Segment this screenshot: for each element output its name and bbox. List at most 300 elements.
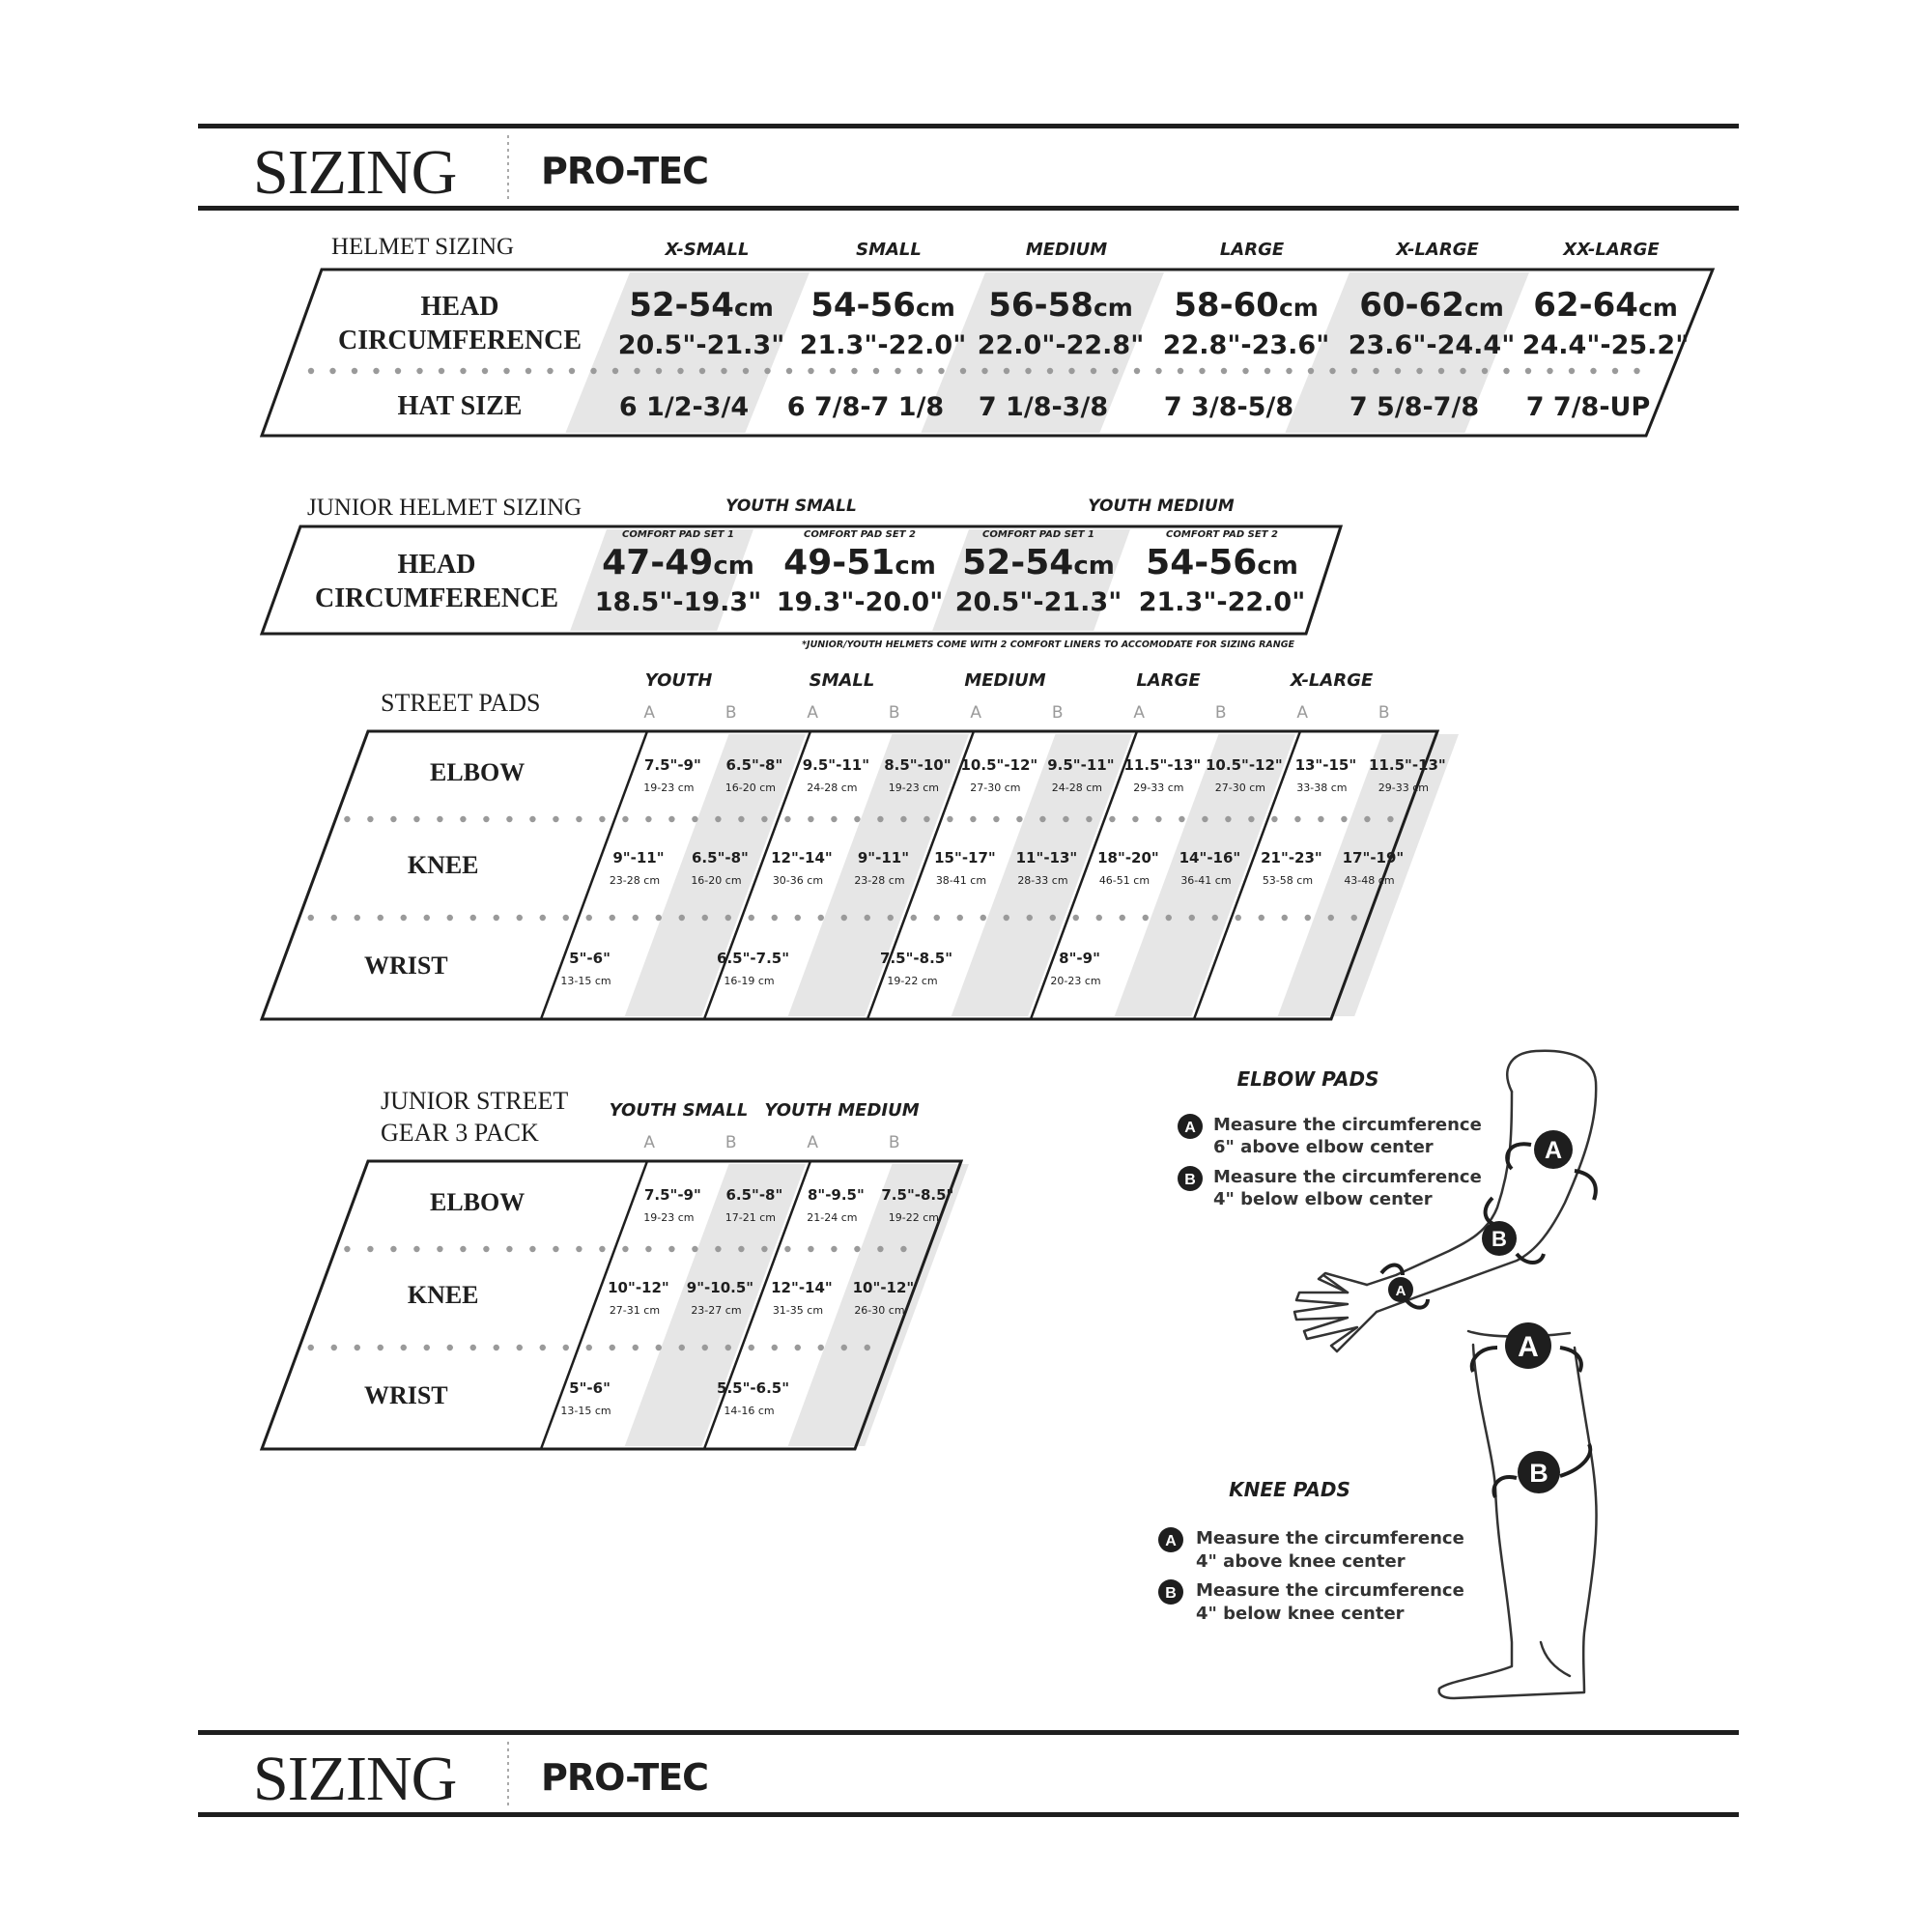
dot-divider xyxy=(1438,368,1444,374)
dot-divider xyxy=(1166,915,1172,921)
knee-pads-guide xyxy=(1158,1322,1597,1698)
header-title: SIZING xyxy=(253,137,457,208)
dot-divider xyxy=(352,368,357,374)
dot-divider xyxy=(830,368,836,374)
jstreet-metric: 17-21 cm xyxy=(724,1211,776,1224)
dot-divider xyxy=(1547,368,1552,374)
dot-divider xyxy=(831,1246,837,1252)
junior-inch-value: 20.5"-21.3" xyxy=(954,587,1122,617)
street-value: 11.5"-13" xyxy=(1123,756,1202,774)
dot-divider xyxy=(1212,915,1218,921)
dot-divider xyxy=(1143,915,1149,921)
wrist-marker-a-letter: A xyxy=(1395,1283,1406,1299)
dot-divider xyxy=(633,915,639,921)
dot-divider xyxy=(1341,816,1347,822)
dot-divider xyxy=(715,816,721,822)
street-metric: 19-23 cm xyxy=(643,781,695,794)
dot-divider xyxy=(529,816,535,822)
dot-divider xyxy=(1318,816,1323,822)
street-sub-b: B xyxy=(888,703,900,723)
jstreet-value: 10"-12" xyxy=(852,1279,915,1296)
dot-divider xyxy=(1612,368,1618,374)
dot-divider xyxy=(586,1345,592,1350)
knee-marker-b-letter: B xyxy=(1529,1459,1548,1488)
jstreet-metric: 19-22 cm xyxy=(888,1211,939,1224)
dot-divider xyxy=(367,816,373,822)
dot-divider xyxy=(841,1345,847,1350)
dot-divider xyxy=(841,915,847,921)
arrow-icon xyxy=(1560,1444,1590,1476)
dot-divider xyxy=(634,368,639,374)
jstreet-value: 9"-10.5" xyxy=(686,1279,754,1296)
dot-divider xyxy=(934,915,940,921)
junior-cm-number: 52-54 xyxy=(962,543,1074,582)
dot-divider xyxy=(900,816,906,822)
jstreet-metric: 19-23 cm xyxy=(643,1211,695,1224)
dot-divider xyxy=(1294,816,1300,822)
street-value: 18"-20" xyxy=(1097,849,1159,867)
dot-divider xyxy=(1286,368,1292,374)
jstreet-row-label: ELBOW xyxy=(430,1188,526,1216)
junior-helmet-title: JUNIOR HELMET SIZING xyxy=(307,495,582,521)
junior-inch-value: 19.3"-20.0" xyxy=(776,587,944,617)
comfort-pad-set-label: COMFORT PAD SET 1 xyxy=(622,529,734,540)
jstreet-metric: 31-35 cm xyxy=(772,1304,824,1317)
dot-divider xyxy=(808,1246,813,1252)
dot-divider xyxy=(1004,915,1009,921)
arrow-icon xyxy=(1507,1144,1531,1169)
junior-street-row-labels xyxy=(364,1188,525,1409)
street-sub-a: A xyxy=(1296,703,1309,723)
dot-divider xyxy=(367,1246,373,1252)
dot-divider xyxy=(599,1246,605,1252)
street-metric: 20-23 cm xyxy=(1050,975,1101,987)
dot-divider xyxy=(506,816,512,822)
dot-divider xyxy=(923,816,929,822)
dot-divider xyxy=(692,1246,697,1252)
dot-divider xyxy=(865,915,870,921)
dot-divider xyxy=(938,368,944,374)
helmet-size-header: X-LARGE xyxy=(1396,240,1479,260)
junior-row-label-2: CIRCUMFERENCE xyxy=(315,583,558,613)
dot-divider xyxy=(1634,368,1639,374)
dot-divider xyxy=(1482,368,1488,374)
dot-divider xyxy=(526,368,531,374)
dot-divider xyxy=(1395,368,1401,374)
dot-divider xyxy=(1073,915,1079,921)
street-row-labels xyxy=(364,758,525,980)
street-value: 15"-17" xyxy=(934,849,996,867)
elbow-marker-b-letter: B xyxy=(1492,1227,1507,1251)
street-metric: 16-19 cm xyxy=(724,975,775,987)
helmet-cm-value xyxy=(1174,286,1319,325)
street-row-label: WRIST xyxy=(363,952,448,980)
junior-street-section xyxy=(262,1087,969,1449)
street-metric: 38-41 cm xyxy=(935,874,987,887)
helmet-hat-size: 7 5/8-7/8 xyxy=(1349,392,1480,422)
dot-divider xyxy=(1259,915,1264,921)
helmet-cm-value xyxy=(810,286,955,325)
dot-divider xyxy=(677,368,683,374)
helmet-cm-unit: cm xyxy=(1637,294,1678,322)
dot-divider xyxy=(877,816,883,822)
dot-divider xyxy=(1271,816,1277,822)
junior-cm-number: 49-51 xyxy=(783,543,895,582)
helmet-sizing-title: HELMET SIZING xyxy=(331,234,515,260)
junior-row-label-1: HEAD xyxy=(397,550,476,580)
junior-helmet-note: *JUNIOR/YOUTH HELMETS COME WITH 2 COMFORT LINERS TO ACCOMODATE FOR SIZING RANGE xyxy=(802,639,1294,650)
street-size-header: X-LARGE xyxy=(1290,670,1374,691)
helmet-size-header: LARGE xyxy=(1219,240,1285,260)
dot-divider xyxy=(749,915,754,921)
jstreet-metric: 14-16 cm xyxy=(724,1405,775,1417)
dot-divider xyxy=(1364,816,1370,822)
dot-divider xyxy=(1328,915,1334,921)
helmet-cm-number: 52-54 xyxy=(629,286,734,325)
dot-divider xyxy=(1590,368,1596,374)
junior-cm-number: 54-56 xyxy=(1146,543,1258,582)
street-value: 14"-16" xyxy=(1179,849,1241,867)
dot-divider xyxy=(1134,368,1140,374)
street-metric: 36-41 cm xyxy=(1180,874,1232,887)
dot-divider xyxy=(668,816,674,822)
dot-divider xyxy=(517,1345,523,1350)
dot-divider xyxy=(1109,816,1115,822)
helmet-cm-number: 58-60 xyxy=(1174,286,1279,325)
comfort-pad-set-label: COMFORT PAD SET 2 xyxy=(1166,529,1278,540)
helmet-cm-number: 62-64 xyxy=(1533,286,1638,325)
dot-divider xyxy=(378,1345,384,1350)
street-metric: 16-20 cm xyxy=(724,781,776,794)
street-metric: 29-33 cm xyxy=(1133,781,1184,794)
dot-divider xyxy=(599,816,605,822)
dot-divider xyxy=(460,1246,466,1252)
dot-divider xyxy=(738,816,744,822)
street-metric: 13-15 cm xyxy=(560,975,611,987)
dot-divider xyxy=(390,1246,396,1252)
street-metric: 33-38 cm xyxy=(1296,781,1348,794)
dot-divider xyxy=(1236,915,1241,921)
street-value: 8"-9" xyxy=(1059,950,1100,967)
dot-divider xyxy=(331,915,337,921)
helmet-size-header: X-SMALL xyxy=(665,240,750,260)
dot-divider xyxy=(656,368,662,374)
footer-brand: PRO-TEC xyxy=(541,1756,709,1799)
street-row-label: ELBOW xyxy=(430,758,526,786)
helmet-hat-size: 6 7/8-7 1/8 xyxy=(786,392,945,422)
street-metric: 29-33 cm xyxy=(1378,781,1429,794)
helmet-size-header: MEDIUM xyxy=(1025,240,1108,260)
dot-divider xyxy=(1189,915,1195,921)
knee-instr-b-2: 4" below knee center xyxy=(1196,1604,1405,1624)
junior-cm-value xyxy=(783,543,936,582)
knee-marker-a-letter: A xyxy=(1518,1331,1539,1363)
arrow-icon xyxy=(1517,1254,1544,1263)
street-value: 9"-11" xyxy=(857,849,910,867)
street-sub-a: A xyxy=(1133,703,1146,723)
junior-inch-value: 21.3"-22.0" xyxy=(1138,587,1306,617)
hat-size-label: HAT SIZE xyxy=(397,391,523,421)
dot-divider xyxy=(1373,368,1378,374)
jstreet-value: 5"-6" xyxy=(569,1379,611,1397)
dot-divider xyxy=(784,816,790,822)
helmet-cm-unit: cm xyxy=(733,294,774,322)
street-value: 21"-23" xyxy=(1261,849,1322,867)
dot-divider xyxy=(808,816,813,822)
street-metric: 53-58 cm xyxy=(1262,874,1314,887)
header-top-rule xyxy=(198,124,1739,128)
dot-divider xyxy=(308,368,314,374)
junior-group-youth-small: YOUTH SMALL xyxy=(725,497,857,516)
dot-divider xyxy=(576,816,582,822)
dot-divider xyxy=(437,816,442,822)
dot-divider xyxy=(1120,915,1125,921)
dot-divider xyxy=(784,1246,790,1252)
dot-divider xyxy=(1264,368,1270,374)
dot-divider xyxy=(633,1345,639,1350)
helmet-cm-unit: cm xyxy=(1463,294,1504,322)
street-metric: 23-28 cm xyxy=(854,874,905,887)
knee-badge-a-letter: A xyxy=(1165,1533,1177,1549)
dot-divider xyxy=(1351,368,1357,374)
street-metric: 24-28 cm xyxy=(1051,781,1102,794)
dot-divider xyxy=(576,1246,582,1252)
street-metric: 24-28 cm xyxy=(807,781,858,794)
elbow-marker-a-letter: A xyxy=(1544,1137,1563,1164)
helmet-row-label-1: HEAD xyxy=(420,292,499,322)
helmet-cm-unit: cm xyxy=(1278,294,1319,322)
street-metric: 28-33 cm xyxy=(1017,874,1068,887)
jstreet-metric: 27-31 cm xyxy=(609,1304,661,1317)
helmet-inch-value: 24.4"-25.2" xyxy=(1521,330,1690,360)
dot-divider xyxy=(668,1246,674,1252)
jstreet-metric: 26-30 cm xyxy=(854,1304,905,1317)
street-metric: 46-51 cm xyxy=(1098,874,1151,887)
street-pads-title: STREET PADS xyxy=(381,689,541,717)
dot-divider xyxy=(795,1345,801,1350)
street-size-headers xyxy=(643,670,1389,723)
helmet-inch-value: 22.8"-23.6" xyxy=(1162,330,1330,360)
header-brand: PRO-TEC xyxy=(541,150,709,192)
dot-divider xyxy=(980,915,986,921)
helmet-cm-unit: cm xyxy=(1093,294,1133,322)
helmet-size-header: XX-LARGE xyxy=(1563,240,1660,260)
junior-cm-unit: cm xyxy=(1257,552,1298,581)
dot-divider xyxy=(413,816,419,822)
dot-divider xyxy=(702,1345,708,1350)
knee-instr-a-1: Measure the circumference xyxy=(1196,1528,1464,1548)
dot-divider xyxy=(413,1246,419,1252)
arrow-icon xyxy=(1493,1477,1517,1497)
elbow-instr-a-1: Measure the circumference xyxy=(1213,1115,1482,1135)
street-row-label: KNEE xyxy=(407,851,479,879)
street-size-header: SMALL xyxy=(809,670,875,691)
dot-divider xyxy=(503,368,509,374)
dot-divider xyxy=(1068,368,1074,374)
dot-divider xyxy=(424,1345,430,1350)
comfort-pad-set-label: COMFORT PAD SET 1 xyxy=(982,529,1094,540)
street-value: 10.5"-12" xyxy=(1206,756,1283,774)
dot-divider xyxy=(1221,368,1227,374)
dot-divider xyxy=(1225,816,1231,822)
helmet-inch-value: 23.6"-24.4" xyxy=(1348,330,1516,360)
dot-divider xyxy=(1308,368,1314,374)
dot-divider xyxy=(590,368,596,374)
dot-divider xyxy=(656,915,662,921)
jstreet-size-header: YOUTH SMALL xyxy=(609,1100,749,1121)
dot-divider xyxy=(818,915,824,921)
jstreet-value: 10"-12" xyxy=(608,1279,669,1296)
dot-divider xyxy=(1416,368,1422,374)
helmet-cm-value xyxy=(1533,286,1678,325)
dot-divider xyxy=(1199,368,1205,374)
elbow-instr-a-2: 6" above elbow center xyxy=(1213,1137,1434,1157)
footer-title: SIZING xyxy=(253,1744,457,1814)
dot-divider xyxy=(1025,368,1031,374)
dot-divider xyxy=(1387,816,1393,822)
helmet-hat-size: 7 7/8-UP xyxy=(1525,392,1651,422)
comfort-pad-set-label: COMFORT PAD SET 2 xyxy=(804,529,916,540)
jstreet-metric: 21-24 cm xyxy=(807,1211,858,1224)
dot-divider xyxy=(1091,368,1096,374)
dot-divider xyxy=(447,915,453,921)
dot-divider xyxy=(540,1345,546,1350)
dot-divider xyxy=(725,915,731,921)
jstreet-value: 5.5"-6.5" xyxy=(717,1379,790,1397)
street-metric: 43-48 cm xyxy=(1344,874,1395,887)
street-metric: 16-20 cm xyxy=(691,874,742,887)
elbow-badge-a-letter: A xyxy=(1184,1120,1196,1136)
street-value: 12"-14" xyxy=(771,849,833,867)
dot-divider xyxy=(470,915,476,921)
dot-divider xyxy=(569,368,575,374)
dot-divider xyxy=(1004,368,1009,374)
street-size-header: MEDIUM xyxy=(964,670,1046,691)
dot-divider xyxy=(1305,915,1311,921)
dot-divider xyxy=(692,816,697,822)
dot-divider xyxy=(373,368,379,374)
junior-cm-number: 47-49 xyxy=(602,543,714,582)
dot-divider xyxy=(1179,816,1184,822)
junior-inch-value: 18.5"-19.3" xyxy=(594,587,762,617)
dot-divider xyxy=(1086,816,1092,822)
dot-divider xyxy=(960,368,966,374)
footer-top-rule xyxy=(198,1730,1739,1735)
dot-divider xyxy=(749,1345,754,1350)
junior-cm-unit: cm xyxy=(895,552,936,581)
dot-divider xyxy=(761,816,767,822)
jstreet-sub-a: A xyxy=(807,1133,819,1152)
dot-divider xyxy=(895,368,900,374)
dot-divider xyxy=(437,1246,442,1252)
elbow-instr-b-2: 4" below elbow center xyxy=(1213,1189,1433,1209)
dot-divider xyxy=(1202,816,1208,822)
junior-street-dot-dividers xyxy=(308,1246,907,1350)
dot-divider xyxy=(873,368,879,374)
dot-divider xyxy=(702,915,708,921)
dot-divider xyxy=(679,1345,685,1350)
dot-divider xyxy=(553,816,558,822)
dot-divider xyxy=(888,915,894,921)
street-sub-a: A xyxy=(970,703,982,723)
dot-divider xyxy=(715,1246,721,1252)
street-value: 11"-13" xyxy=(1015,849,1078,867)
dot-divider xyxy=(1569,368,1575,374)
dot-divider xyxy=(645,816,651,822)
street-value: 6.5"-7.5" xyxy=(717,950,790,967)
street-pads-section xyxy=(262,670,1459,1019)
jstreet-value: 12"-14" xyxy=(771,1279,833,1296)
helmet-inch-value: 22.0"-22.8" xyxy=(977,330,1145,360)
dot-divider xyxy=(1132,816,1138,822)
junior-cm-unit: cm xyxy=(713,552,754,581)
street-sub-b: B xyxy=(724,703,737,723)
dot-divider xyxy=(865,1345,870,1350)
dot-divider xyxy=(395,368,401,374)
dot-divider xyxy=(1503,368,1509,374)
helmet-inch-value: 20.5"-21.3" xyxy=(617,330,785,360)
dot-divider xyxy=(957,915,963,921)
dot-divider xyxy=(329,368,335,374)
dot-divider xyxy=(586,915,592,921)
jstreet-value: 7.5"-8.5" xyxy=(881,1186,954,1204)
street-value: 9"-11" xyxy=(612,849,665,867)
dot-divider xyxy=(772,915,778,921)
dot-divider xyxy=(645,1246,651,1252)
helmet-inch-value: 21.3"-22.0" xyxy=(799,330,967,360)
dot-divider xyxy=(1351,915,1357,921)
dot-divider xyxy=(721,368,726,374)
street-sub-a: A xyxy=(807,703,819,723)
dot-divider xyxy=(656,1345,662,1350)
dot-divider xyxy=(506,1246,512,1252)
dot-divider xyxy=(390,816,396,822)
dot-divider xyxy=(447,1345,453,1350)
dot-divider xyxy=(911,915,917,921)
junior-cm-value xyxy=(1146,543,1298,582)
street-value: 5"-6" xyxy=(569,950,611,967)
dot-divider xyxy=(1063,816,1068,822)
dot-divider xyxy=(483,1246,489,1252)
dot-divider xyxy=(1178,368,1183,374)
street-value: 7.5"-8.5" xyxy=(880,950,953,967)
knee-instr-b-1: Measure the circumference xyxy=(1196,1580,1464,1601)
dot-divider xyxy=(738,1246,744,1252)
dot-divider xyxy=(743,368,749,374)
street-value: 13"-15" xyxy=(1294,756,1357,774)
dot-divider xyxy=(553,1246,558,1252)
dot-divider xyxy=(1050,915,1056,921)
dot-divider xyxy=(460,368,466,374)
elbow-instr-b-1: Measure the circumference xyxy=(1213,1167,1482,1187)
street-value: 9.5"-11" xyxy=(802,756,870,774)
dot-divider xyxy=(622,1246,628,1252)
dot-divider xyxy=(772,1345,778,1350)
helmet-row-label-2: CIRCUMFERENCE xyxy=(338,326,582,355)
street-value: 10.5"-12" xyxy=(960,756,1038,774)
dot-divider xyxy=(1027,915,1033,921)
street-sub-b: B xyxy=(1378,703,1390,723)
dot-divider xyxy=(981,368,987,374)
street-metric: 27-30 cm xyxy=(1214,781,1265,794)
dot-divider xyxy=(795,915,801,921)
dot-divider xyxy=(1525,368,1531,374)
dot-divider xyxy=(540,915,546,921)
header xyxy=(198,124,1739,211)
dot-divider xyxy=(1155,368,1161,374)
dot-divider xyxy=(1096,915,1102,921)
dot-divider xyxy=(494,915,499,921)
